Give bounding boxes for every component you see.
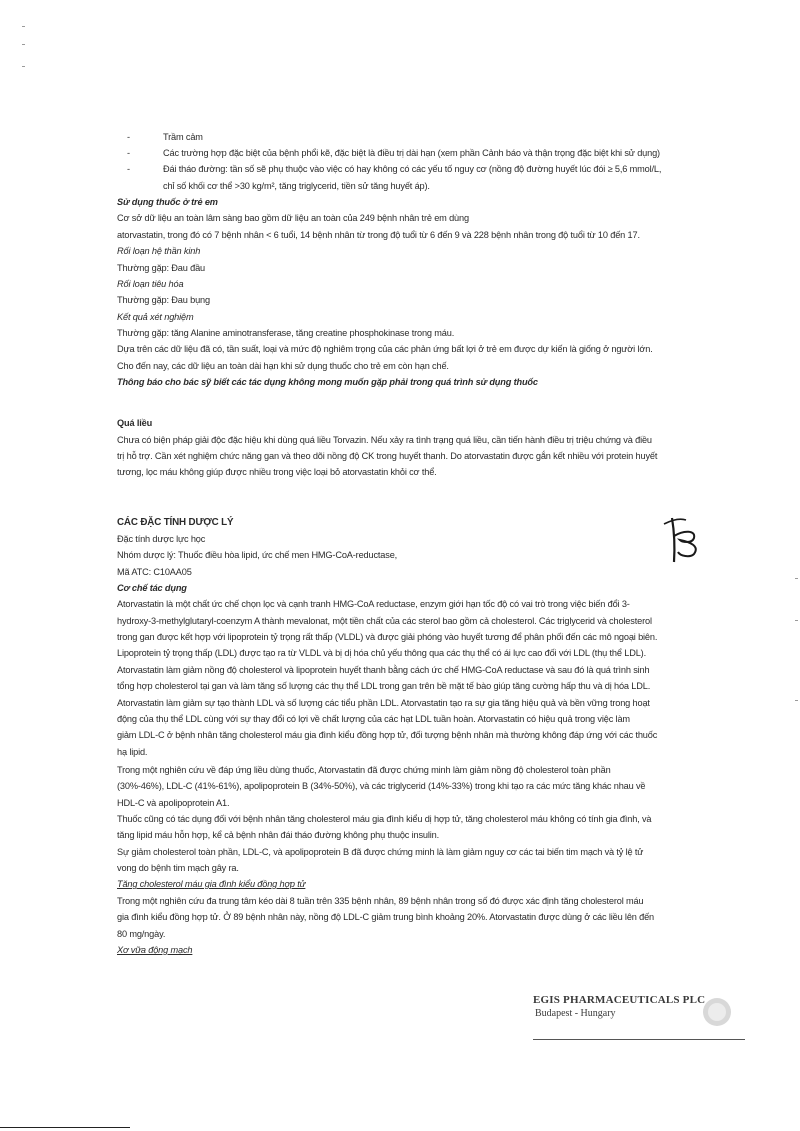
bullet-item-continued: chỉ số khối cơ thể >30 kg/m², tăng triglycerid, tiền sử tăng huyết áp). bbox=[163, 181, 430, 191]
pediatric-text: Cơ sở dữ liệu an toàn lâm sàng bao gồm dữ liệu an toàn của 249 bệnh nhân trẻ em dùng bbox=[117, 213, 469, 223]
stamp-company-name: EGIS PHARMACEUTICALS PLC bbox=[533, 994, 706, 1006]
mechanism-text: hydroxy-3-methylglutaryl-coenzym A thành mevalonat, một tiền chất của các sterol bao gồm cả cholesterol. Các triglycerid và cholesterol bbox=[117, 616, 652, 626]
overdose-text: trị hỗ trợ. Cần xét nghiệm chức năng gan và theo dõi nồng độ CK trong huyết thanh. Do atorvastatin được gắn kết nhiều với protein huyết bbox=[117, 451, 658, 461]
mechanism-text: tổng hợp cholesterol tại gan và làm tăng số lượng các thụ thể LDL trong gan trên bề mặt tế bào giúp tăng cường hấp thu và dị hóa LDL. bbox=[117, 681, 651, 691]
section-title-overdose: Quá liều bbox=[117, 418, 153, 428]
margin-mark bbox=[795, 700, 798, 701]
signature-image bbox=[650, 500, 730, 580]
bullet-item: Các trường hợp đặc biệt của bệnh phổi kẽ, đặc biệt là điều trị dài hạn (xem phần Cảnh báo và thận trọng đặc biệt khi sử dụng) bbox=[163, 148, 660, 158]
pharmacodynamics-subheading: Đặc tính dược lực học bbox=[117, 534, 206, 544]
mechanism-title: Cơ chế tác dụng bbox=[117, 583, 187, 593]
section-title-pediatric: Sử dụng thuốc ở trẻ em bbox=[117, 197, 218, 207]
adverse-effects-notice: Thông báo cho bác sỹ biết các tác dụng không mong muốn gặp phải trong quá trình sử dụng thuốc bbox=[117, 377, 538, 387]
mechanism-text: Thuốc cũng có tác dụng đối với bệnh nhân tăng cholesterol máu gia đình kiểu dị hợp tử, tăng cholesterol máu không có tính gia đình, và bbox=[117, 814, 652, 824]
lab-text: Thường gặp: tăng Alanine aminotransferase, tăng creatine phosphokinase trong máu. bbox=[117, 328, 455, 338]
familial-text: gia đình kiểu đồng hợp tử. Ở 89 bệnh nhân này, nồng độ LDL-C giảm trung bình khoảng 20%. Atorvastatin được dùng ở các liều lên đến bbox=[117, 912, 655, 922]
subsection-title-lab: Kết quả xét nghiệm bbox=[117, 312, 194, 322]
mechanism-text: trong gan được kết hợp với lipoprotein tỷ trọng rất thấp (VLDL) và được giải phóng vào huyết tương để phân phối đến các mô ngoại biên. bbox=[117, 632, 658, 642]
mechanism-text: tăng lipid máu hỗn hợp, kể cả bệnh nhân đái tháo đường không phụ thuộc insulin. bbox=[117, 830, 440, 840]
subsection-title-nervous: Rối loạn hệ thần kinh bbox=[117, 246, 201, 256]
mechanism-text: Trong một nghiên cứu về đáp ứng liều dùng thuốc, Atorvastatin đã được chứng minh làm giảm nồng độ cholesterol toàn phần bbox=[117, 765, 611, 775]
pediatric-text: atorvastatin, trong đó có 7 bệnh nhân < 6 tuổi, 14 bệnh nhân từ trong độ tuổi từ 6 đến 9 và 228 bệnh nhân trong độ tuổi từ 10 đến 17. bbox=[117, 230, 640, 240]
mechanism-text: Atorvastatin làm giảm nồng độ cholesterol và lipoprotein huyết thanh bằng cách ức chế HMG-CoA reductase và sau đó là quá trình sinh bbox=[117, 665, 650, 675]
atherosclerosis-title: Xơ vữa động mạch bbox=[117, 945, 193, 955]
bullet-item: Trầm cảm bbox=[163, 132, 203, 142]
mechanism-text: giảm LDL-C ở bệnh nhân tăng cholesterol máu gia đình kiểu đồng hợp tử, đối tượng bệnh nhân mà thường không đáp ứng với các thuốc bbox=[117, 730, 658, 740]
mechanism-text: hạ lipid. bbox=[117, 747, 148, 757]
company-stamp bbox=[533, 993, 705, 1020]
familial-text: Trong một nghiên cứu đa trung tâm kéo dài 8 tuần trên 335 bệnh nhân, 89 bệnh nhân trong số đó được xác định tăng cholesterol máu bbox=[117, 896, 644, 906]
footer-rule bbox=[0, 1127, 130, 1128]
mechanism-text: động của thụ thể LDL cùng với sự thay đổi có lợi về chất lượng của các hạt LDL tuần hoàn. Atorvastatin có hiệu quả trong việc làm bbox=[117, 714, 630, 724]
gi-text: Thường gặp: Đau bụng bbox=[117, 295, 210, 305]
familial-hypercholesterolemia-title: Tăng cholesterol máu gia đình kiểu đồng hợp tử bbox=[117, 879, 306, 889]
subsection-title-gi: Rối loạn tiêu hóa bbox=[117, 279, 184, 289]
pharmacologic-group: Nhóm dược lý: Thuốc điều hòa lipid, ức chế men HMG-CoA-reductase, bbox=[117, 550, 398, 560]
margin-mark bbox=[22, 26, 25, 27]
nervous-text: Thường gặp: Đau đầu bbox=[117, 263, 205, 273]
mechanism-text: HDL-C và apolipoprotein A1. bbox=[117, 798, 230, 808]
mechanism-text: vong do bệnh tim mạch gây ra. bbox=[117, 863, 239, 873]
overdose-text: tương, lọc máu không giúp được nhiều trong việc loại bỏ atorvastatin khỏi cơ thể. bbox=[117, 467, 437, 477]
overdose-text: Chưa có biện pháp giải độc đặc hiệu khi dùng quá liều Torvazin. Nếu xảy ra tình trạng quá liều, cần tiến hành điều trị triệu chứng và điều bbox=[117, 435, 652, 445]
bullet-dash: - bbox=[127, 164, 131, 174]
margin-mark bbox=[22, 44, 25, 45]
bullet-dash: - bbox=[127, 132, 131, 142]
margin-mark bbox=[22, 66, 25, 67]
mechanism-text: Atorvastatin làm giảm sự tạo thành LDL và số lượng các tiểu phần LDL. Atorvastatin tạo ra sự gia tăng hiệu quả và bền vững trong hoạt bbox=[117, 698, 650, 708]
stamp-city: Budapest - Hungary bbox=[535, 1008, 616, 1019]
section-heading-pharmacology: CÁC ĐẶC TÍNH DƯỢC LÝ bbox=[117, 517, 234, 528]
mechanism-text: Sự giảm cholesterol toàn phần, LDL-C, và apolipoprotein B đã được chứng minh là làm giảm nguy cơ các tai biến tim mạch và tỷ lệ tử bbox=[117, 847, 644, 857]
atc-code: Mã ATC: C10AA05 bbox=[117, 567, 192, 577]
margin-mark bbox=[795, 620, 798, 621]
margin-mark bbox=[795, 578, 798, 579]
stamp-underline bbox=[533, 1039, 745, 1040]
bullet-dash: - bbox=[127, 148, 131, 158]
stamp-seal-icon bbox=[700, 995, 734, 1029]
pediatric-summary: Dựa trên các dữ liệu đã có, tần suất, loại và mức độ nghiêm trọng của các phản ứng bất lợi ở trẻ em được dự kiến là giống ở người lớn. bbox=[117, 344, 653, 354]
mechanism-text: Atorvastatin là một chất ức chế chọn lọc và cạnh tranh HMG-CoA reductase, enzym giới hạn tốc độ có vai trò trong việc biến đổi 3- bbox=[117, 599, 630, 609]
pediatric-summary: Cho đến nay, các dữ liệu an toàn dài hạn khi sử dụng thuốc cho trẻ em còn hạn chế. bbox=[117, 361, 449, 371]
mechanism-text: (30%-46%), LDL-C (41%-61%), apolipoprotein B (34%-50%), và các triglycerid (14%-33%) trong khi tạo ra các mức tăng khác nhau về bbox=[117, 781, 646, 791]
bullet-item: Đái tháo đường: tần số sẽ phụ thuộc vào việc có hay không có các yếu tố nguy cơ (nồng độ đường huyết lúc đói ≥ 5,6 mmol/L, bbox=[163, 164, 662, 174]
familial-text: 80 mg/ngày. bbox=[117, 929, 166, 939]
mechanism-text: Lipoprotein tỷ trọng thấp (LDL) được tạo ra từ VLDL và bị dị hóa chủ yếu thông qua các thụ thể có ái lực cao đối với LDL (thụ thể LDL). bbox=[117, 648, 646, 658]
